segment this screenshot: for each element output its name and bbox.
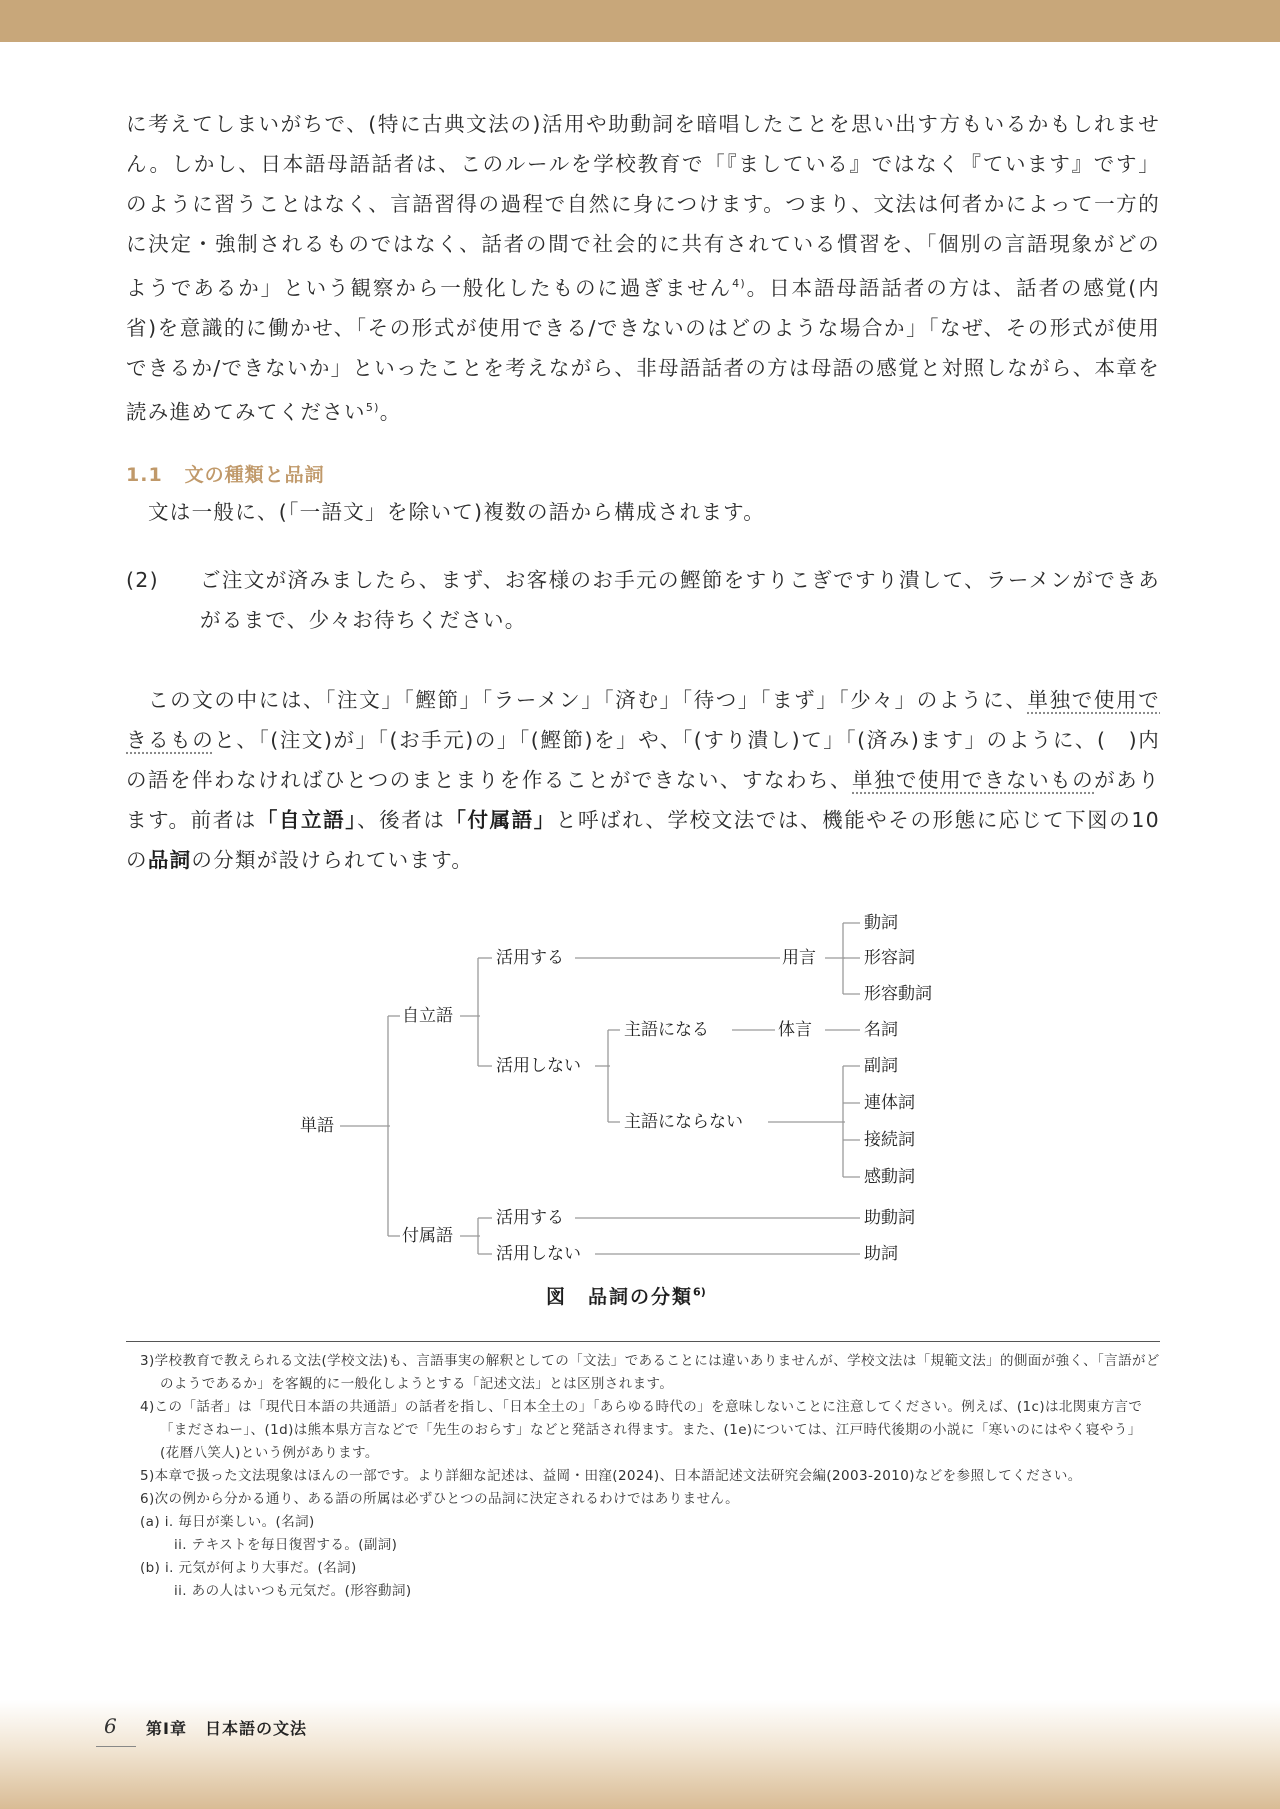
leaf-rentaishi: 連体詞 (864, 1093, 915, 1113)
leaf-fukushi: 副詞 (864, 1056, 898, 1076)
footnote-ref-4: 4) (732, 277, 746, 290)
figure-title: 品詞の分類 (588, 1286, 694, 1308)
page-content (126, 104, 1160, 880)
term-jiritsugo: 「自立語」 (256, 807, 358, 832)
node-tango: 単語 (300, 1116, 334, 1136)
para2-a: この文の中には、「注文」「鰹節」「ラーメン」「済む」「待つ」「まず」「少々」のように、 (148, 687, 1028, 712)
page-number-rule (96, 1746, 136, 1747)
figure-ref: 6) (693, 1285, 706, 1299)
footnote-ref-5: 5) (365, 400, 380, 414)
para2-e: と呼ばれ、学校文法では、機能やその形態に応じて下図の10の (126, 807, 1161, 872)
footnote-divider (126, 1341, 1160, 1342)
leaf-meishi: 名詞 (864, 1020, 898, 1040)
para2-d: 、後者は (357, 807, 446, 832)
para1-text: に考えてしまいがちで、(特に古典文法の)活用や助動詞を暗唱したことを思い出す方もいるかもしれません。しかし、日本語母語話者は、このルールを学校教育で「『ましている』ではなく『ています』です」のように習うことはなく、言語習得の過程で自然に身につけます。つまり、文法は何者かによって一方的に決定・強制されるものではなく、話者の間で社会的に共有されている慣習を、「個別の言語現象がどのようであるか」という観察から一般化したものに過ぎません (126, 112, 1160, 300)
section-intro: 文は一般に、(「一語文」を除いて)複数の語から構成されます。 (148, 499, 766, 524)
figure-label: 図 (546, 1286, 568, 1308)
term-fuzokugo: 「付属語」 (445, 807, 556, 832)
node-fz-katsuyou-suru: 活用する (496, 1208, 564, 1228)
chapter-number: 第Ⅰ章 (146, 1719, 187, 1738)
footnote-4: 4)この「話者」は「現代日本語の共通語」の話者を指し、「日本全土の」「あらゆる時代の」を意味しないことに注意してください。例えば、(1c)は北関東方言で「まださねー」、(1d)は熊本県方言などで「先生のおらす」などと発話され得ます。また、(1e)については、江戸時代後期の小説に「寒いのにはやく寝やう」(花暦八笑人)という例があります。 (140, 1399, 1143, 1461)
figure-caption (546, 1282, 706, 1309)
example-a-ii: ii. テキストを毎日復習する。(副詞) (174, 1537, 398, 1553)
footnote-example-b (140, 1557, 1160, 1580)
example-text: ご注文が済みましたら、まず、お客様のお手元の鰹節をすりこぎですり潰して、ラーメンができあがるまで、少々お待ちください。 (200, 567, 1160, 632)
footnote-5: 5)本章で扱った文法現象はほんの一部です。より詳細な記述は、益岡・田窪(2024)、日本語記述文法研究会編(2003-2010)などを参照してください。 (140, 1468, 1082, 1484)
parts-of-speech-tree (300, 896, 1000, 1264)
node-taigen: 体言 (778, 1020, 812, 1040)
leaf-joshi: 助詞 (864, 1244, 898, 1264)
example-2 (126, 560, 1160, 640)
body-paragraph-1 (126, 104, 1160, 432)
example-number: (2) (126, 567, 159, 592)
top-color-band (0, 0, 1280, 42)
example-b-ii: ii. あの人はいつも元気だ。(形容動詞) (174, 1583, 412, 1599)
node-jiritsugo: 自立語 (402, 1006, 453, 1026)
node-katsuyou-shinai: 活用しない (496, 1056, 581, 1076)
page-number: 6 (104, 1714, 117, 1738)
section-title: 文の種類と品詞 (184, 463, 325, 486)
section-number: 1.1 (126, 463, 163, 486)
leaf-keiyoudoushi: 形容動詞 (864, 984, 932, 1004)
node-yougen: 用言 (782, 948, 816, 968)
example-b-label: (b) (140, 1560, 161, 1576)
example-b-i: i. 元気が何より大事だ。(名詞) (165, 1560, 357, 1576)
para2-b: と、「(注文)が」「(お手元)の」「(鰹節)を」や、「(すり潰し)て」「(済み)ます」のように、( )内の語を伴わなければひとつのまとまりを作ることができない、すなわち、 (126, 727, 1161, 792)
footnote-example-a (140, 1511, 1160, 1534)
example-a-label: (a) (140, 1514, 161, 1530)
node-shugo-naranai: 主語にならない (624, 1112, 743, 1132)
body-paragraph-2 (126, 680, 1160, 880)
node-katsuyou-suru: 活用する (496, 948, 564, 968)
node-fuzokugo: 付属語 (402, 1226, 453, 1246)
term-hinshi: 品詞 (147, 847, 192, 872)
para2-f: の分類が設けられています。 (191, 847, 474, 872)
node-shugo-naru: 主語になる (624, 1020, 709, 1040)
para2-c: があります。前者は (126, 767, 1160, 832)
example-a-i: i. 毎日が楽しい。(名詞) (164, 1514, 315, 1530)
section-heading (126, 458, 1160, 492)
leaf-kandoushi: 感動詞 (864, 1167, 915, 1187)
leaf-jodoushi: 助動詞 (864, 1208, 915, 1228)
leaf-doushi: 動詞 (864, 913, 898, 933)
para1-end: 。 (379, 399, 402, 424)
footnote-6: 6)次の例から分かる通り、ある語の所属は必ずひとつの品詞に決定されるわけではありません。 (140, 1491, 739, 1507)
para1-cont: 。日本語母語話者の方は、話者の感覚(内省)を意識的に働かせ、「その形式が使用できる/できないのはどのような場合か」「なぜ、その形式が使用できるか/できないか」といったことを考えながら、非母語話者の方は母語の感覚と対照しながら、本章を読み進めてみてください (126, 275, 1160, 424)
footnote-3: 3)学校教育で教えられる文法(学校文法)も、言語事実の解釈としての「文法」であることには違いありませんが、学校文法は「規範文法」的側面が強く、「言語がどのようであるか」を客観的に一般化しようとする「記述文法」とは区別されます。 (140, 1353, 1160, 1392)
running-footer (146, 1716, 307, 1739)
leaf-keiyoushi: 形容詞 (864, 948, 915, 968)
node-fz-katsuyou-shinai: 活用しない (496, 1244, 581, 1264)
underlined-independent-use: 単独で使用できるもの (126, 687, 1160, 752)
leaf-setsuzokushi: 接続詞 (864, 1130, 915, 1150)
footnotes (140, 1350, 1160, 1603)
chapter-title: 日本語の文法 (204, 1719, 307, 1738)
underlined-dependent-use: 単独で使用できないもの (852, 767, 1095, 792)
